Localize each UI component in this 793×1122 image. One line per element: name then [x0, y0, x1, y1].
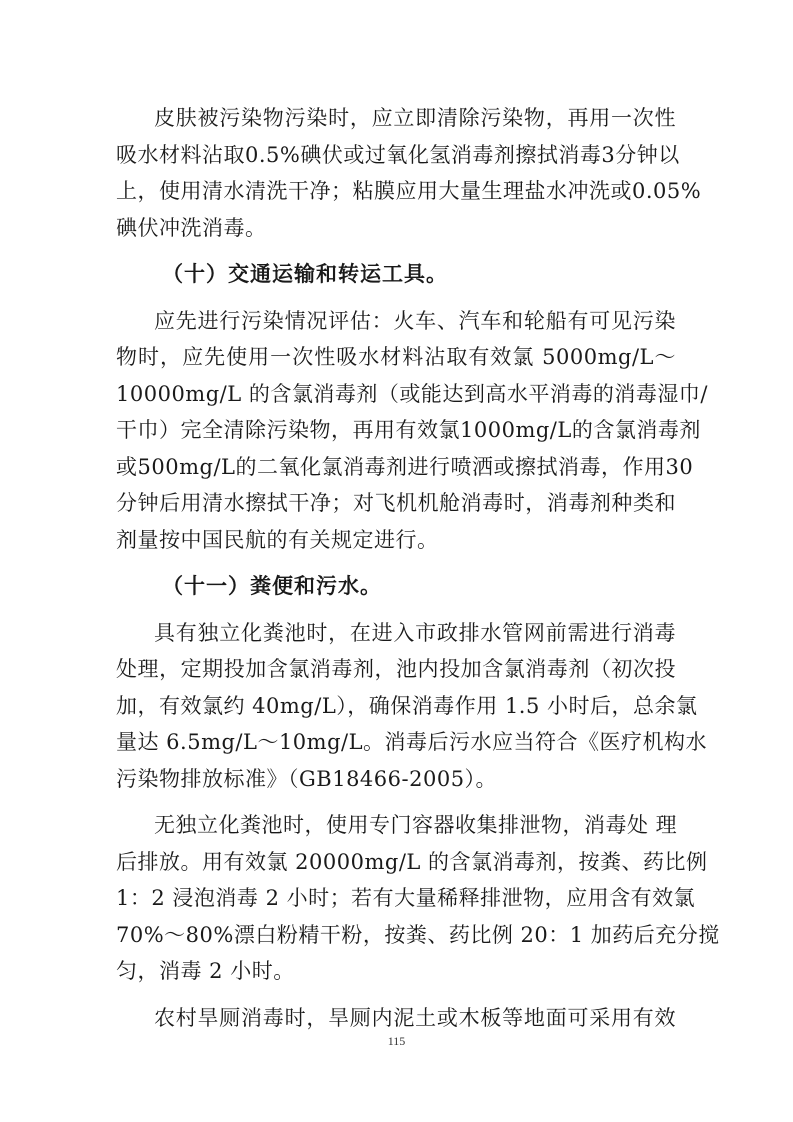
text-line: 匀，消毒 2 小时。 — [116, 959, 295, 983]
paragraph — [116, 303, 708, 559]
paragraph — [116, 100, 702, 246]
text-line: 后排放。用有效氯 20000mg/L 的含氯消毒剂，按粪、药比例 — [116, 849, 708, 874]
text-line: 干巾）完全清除污染物，再用有效氯1000mg/L的含氯消毒剂 — [116, 418, 701, 442]
section-heading — [116, 568, 676, 605]
text-line: 具有独立化粪池时，在进入市政排水管网前需进行消毒 — [154, 620, 676, 645]
text-line: 量达 6.5mg/L～10mg/L。消毒后污水应当符合《医疗机构水 — [116, 730, 708, 754]
page-number: 115 — [387, 1034, 406, 1048]
text-line: 加，有效氯约 40mg/L），确保消毒作用 1.5 小时后，总余氯 — [116, 693, 698, 718]
text-line: 皮肤被污染物污染时，应立即清除污染物，再用一次性 — [154, 106, 676, 130]
text-line: 1：2 浸泡消毒 2 小时；若有大量稀释排泄物，应用含有效氯 — [116, 886, 696, 910]
text-line: 70%～80%漂白粉精干粉，按粪、药比例 20：1 加药后充分搅 — [116, 922, 720, 947]
section-heading — [116, 256, 676, 293]
text-line: 处理，定期投加含氯消毒剂，池内投加含氯消毒剂（初次投 — [116, 657, 676, 681]
document-body — [116, 100, 720, 1046]
text-line: 吸水材料沾取0.5%碘伏或过氧化氢消毒剂擦拭消毒3分钟以 — [116, 142, 680, 167]
heading-text: （十一）粪便和污水。 — [162, 573, 382, 598]
text-line: 分钟后用清水擦拭干净；对飞机机舱消毒时，消毒剂种类和 — [116, 491, 676, 515]
text-line: 碘伏冲洗消毒。 — [116, 215, 267, 240]
text-line: 或500mg/L的二氧化氯消毒剂进行喷洒或擦拭消毒，作用30 — [116, 454, 694, 479]
text-line: 无独立化粪池时，使用专门容器收集排泄物，消毒处 理 — [154, 813, 678, 837]
paragraph — [116, 1000, 676, 1037]
text-line: 应先进行污染情况评估：火车、汽车和轮船有可见污染 — [154, 308, 676, 333]
text-line: 物时，应先使用一次性吸水材料沾取有效氯 5000mg/L～ — [116, 345, 676, 369]
paragraph — [116, 615, 708, 798]
text-line: 污染物排放标准》（GB18466-2005）。 — [116, 766, 498, 791]
text-line: 10000mg/L 的含氯消毒剂（或能达到高水平消毒的消毒湿巾/ — [116, 381, 708, 406]
text-line: 农村旱厕消毒时，旱厕内泥土或木板等地面可采用有效 — [154, 1005, 676, 1030]
text-line: 上，使用清水清洗干净；粘膜应用大量生理盐水冲洗或0.05% — [116, 179, 702, 203]
paragraph — [116, 807, 720, 990]
text-line: 剂量按中国民航的有关规定进行。 — [116, 527, 439, 552]
heading-text: （十）交通运输和转运工具。 — [162, 261, 448, 286]
